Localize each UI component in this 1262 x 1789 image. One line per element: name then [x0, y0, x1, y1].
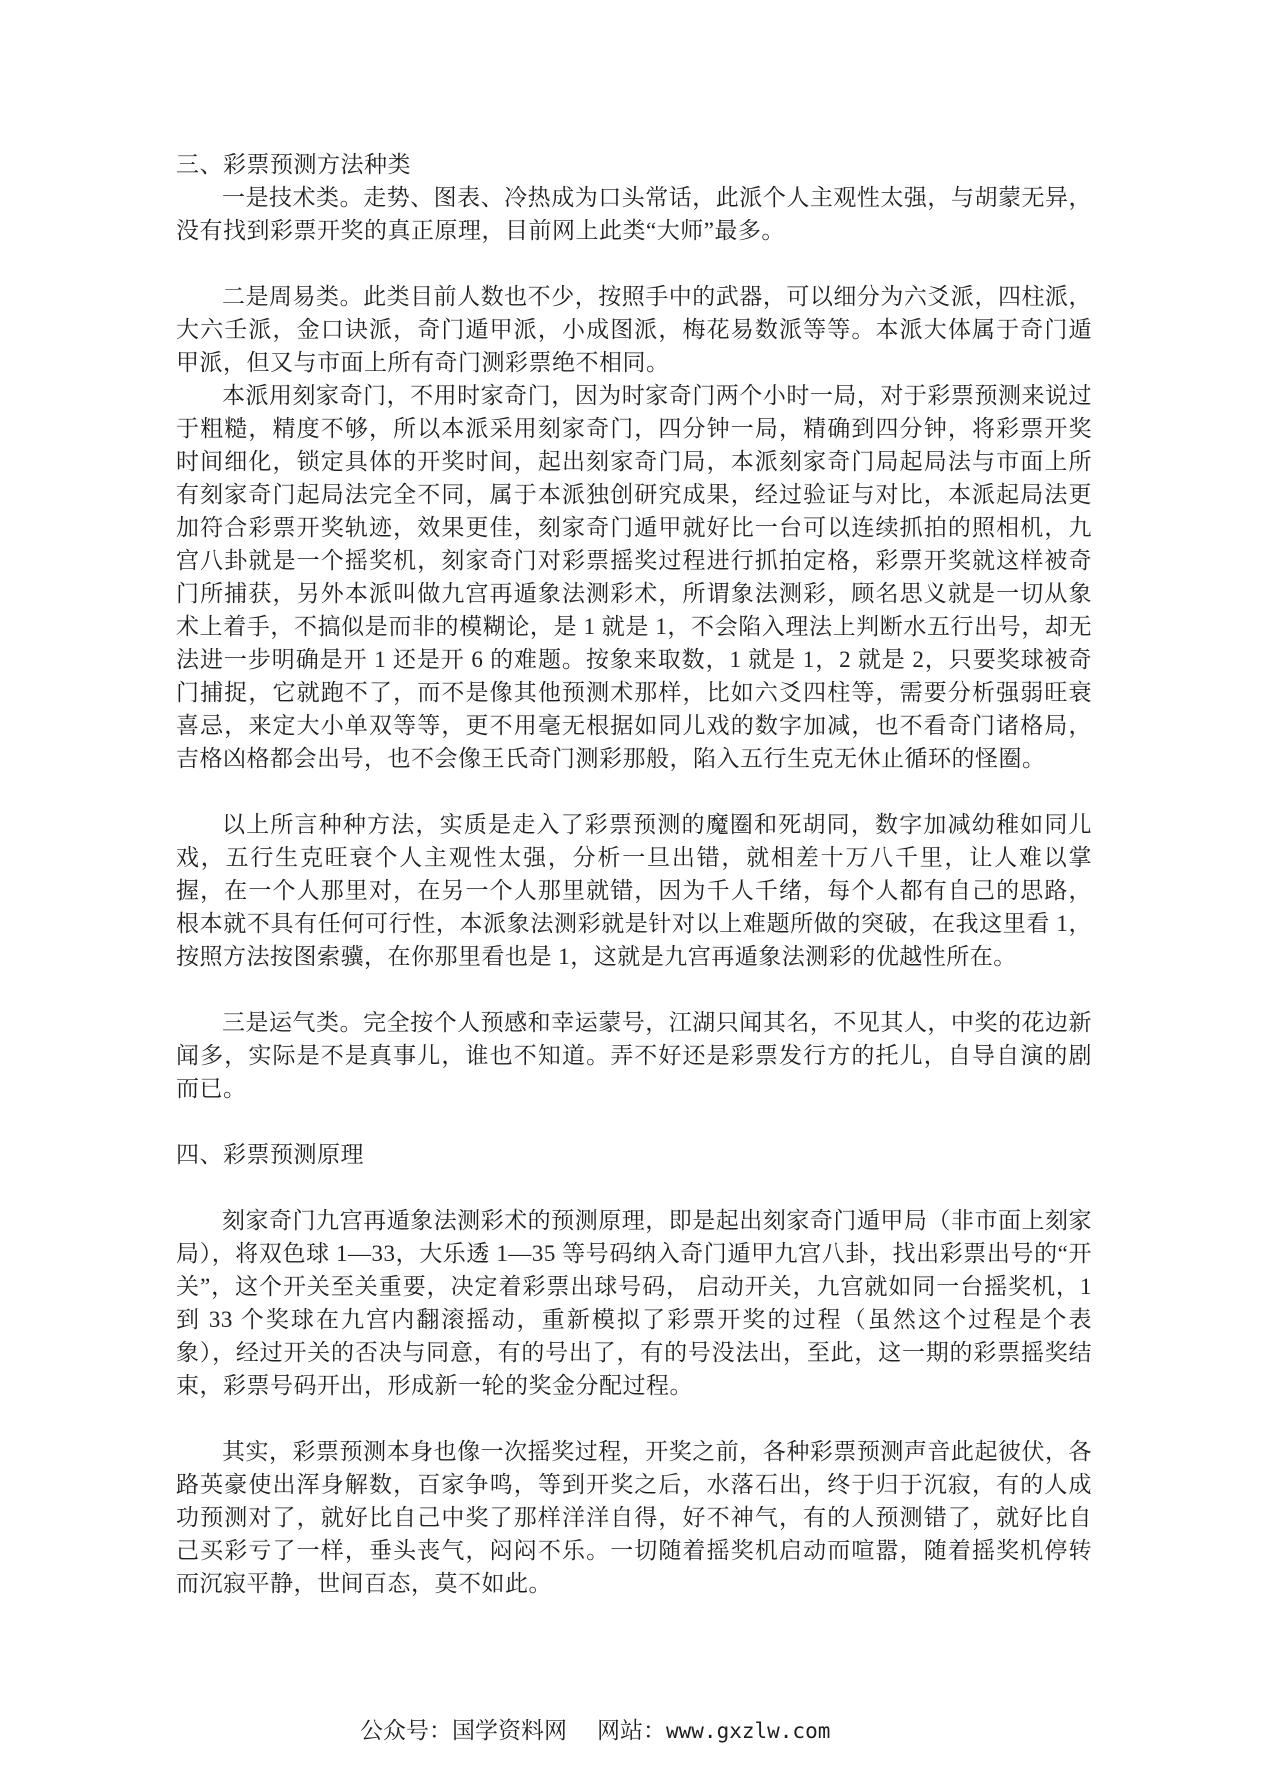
- paragraph: 二是周易类。此类目前人数也不少，按照手中的武器，可以细分为六爻派，四柱派，大六壬派，金口诀派，奇门遁甲派，小成图派，梅花易数派等等。本派大体属于奇门遁甲派，但又与市面上所有奇门测彩票绝不相同。: [176, 284, 1092, 375]
- blank-line: [176, 1402, 1092, 1435]
- paragraph: 一是技术类。走势、图表、冷热成为口头常话，此派个人主观性太强，与胡蒙无异，没有找到彩票开奖的真正原理，目前网上此类“大师”最多。: [176, 185, 1092, 243]
- paragraph: 以上所言种种方法，实质是走入了彩票预测的魔圈和死胡同，数字加减幼稚如同儿戏，五行生克旺衰个人主观性太强，分析一旦出错，就相差十万八千里，让人难以掌握，在一个人那里对，在另一个人那里就错，因为千人千绪，每个人都有自己的思路，根本就不具有任何可行性，本派象法测彩就是针对以上难题所做的突破，在我这里看 1，按照方法按图索骥，在你那里看也是 1，这就是九宫再遁象法测彩的优越性所在。: [176, 812, 1092, 969]
- paragraph: 三是运气类。完全按个人预感和幸运蒙号，江湖只闻其名，不见其人，中奖的花边新闻多，实际是不是真事儿，谁也不知道。弄不好还是彩票发行方的托儿，自导自演的剧而已。: [176, 1010, 1092, 1101]
- blank-line: [176, 775, 1092, 808]
- section-heading: 四、彩票预测原理: [176, 1142, 364, 1167]
- footer-site-url: www.gxzlw.com: [666, 1719, 831, 1743]
- footer-account-name: 国学资料网: [452, 1718, 567, 1743]
- paragraph: 其实，彩票预测本身也像一次摇奖过程，开奖之前，各种彩票预测声音此起彼伏，各路英豪使出浑身解数，百家争鸣，等到开奖之后，水落石出，终于归于沉寂，有的人成功预测对了，就好比自己中奖了那样洋洋自得，好不神气，有的人预测错了，就好比自己买彩亏了一样，垂头丧气，闷闷不乐。一切随着摇奖机启动而喧嚣，随着摇奖机停转而沉寂平静，世间百态，莫不如此。: [176, 1439, 1092, 1596]
- paragraph: 本派用刻家奇门，不用时家奇门，因为时家奇门两个小时一局，对于彩票预测来说过于粗糙，精度不够，所以本派采用刻家奇门，四分钟一局，精确到四分钟，将彩票开奖时间细化，锁定具体的开奖时间，起出刻家奇门局，本派刻家奇门局起局法与市面上所有刻家奇门起局法完全不同，属于本派独创研究成果，经过验证与对比，本派起局法更加符合彩票开奖轨迹，效果更佳，刻家奇门遁甲就好比一台可以连续抓拍的照相机，九宫八卦就是一个摇奖机，刻家奇门对彩票摇奖过程进行抓拍定格，彩票开奖就这样被奇门所捕获，另外本派叫做九宫再遁象法测彩术，所谓象法测彩，顾名思义就是一切从象术上着手，不搞似是而非的模糊论，是 1 就是 1，不会陷入理法上判断水五行出号，却无法进一步明确是开 1 还是开 6 的难题。按象来取数，1 就是 1，2 就是 2，只要奖球被奇门捕捉，它就跑不了，而不是像其他预测术那样，比如六爻四柱等，需要分析强弱旺衰喜忌，来定大小单双等等，更不用毫无根据如同儿戏的数字加减，也不看奇门诸格局，吉格凶格都会出号，也不会像王氏奇门测彩那般，陷入五行生克无休止循环的怪圈。: [176, 383, 1093, 771]
- footer-site-label: 网站：: [597, 1718, 666, 1743]
- blank-line: [176, 973, 1092, 1006]
- blank-line: [176, 247, 1092, 280]
- blank-line: [176, 1171, 1092, 1204]
- page-footer: [360, 1716, 830, 1746]
- paragraph: 刻家奇门九宫再遁象法测彩术的预测原理，即是起出刻家奇门遁甲局（非市面上刻家局），将双色球 1—33，大乐透 1—35 等号码纳入奇门遁甲九宫八卦，找出彩票出号的“开关”，这个开关至关重要，决定着彩票出球号码， 启动开关，九宫就如同一台摇奖机，1 到 33 个奖球在九宫内翻滚摇动，重新模拟了彩票开奖的过程（虽然这个过程是个表象），经过开关的否决与同意，有的号出了，有的号没法出，至此，这一期的彩票摇奖结束，彩票号码开出，形成新一轮的奖金分配过程。: [176, 1208, 1092, 1398]
- footer-account-label: 公众号：: [360, 1718, 452, 1743]
- section-heading: 三、彩票预测方法种类: [176, 152, 411, 177]
- document-body: [176, 148, 1092, 1600]
- blank-line: [176, 1105, 1092, 1138]
